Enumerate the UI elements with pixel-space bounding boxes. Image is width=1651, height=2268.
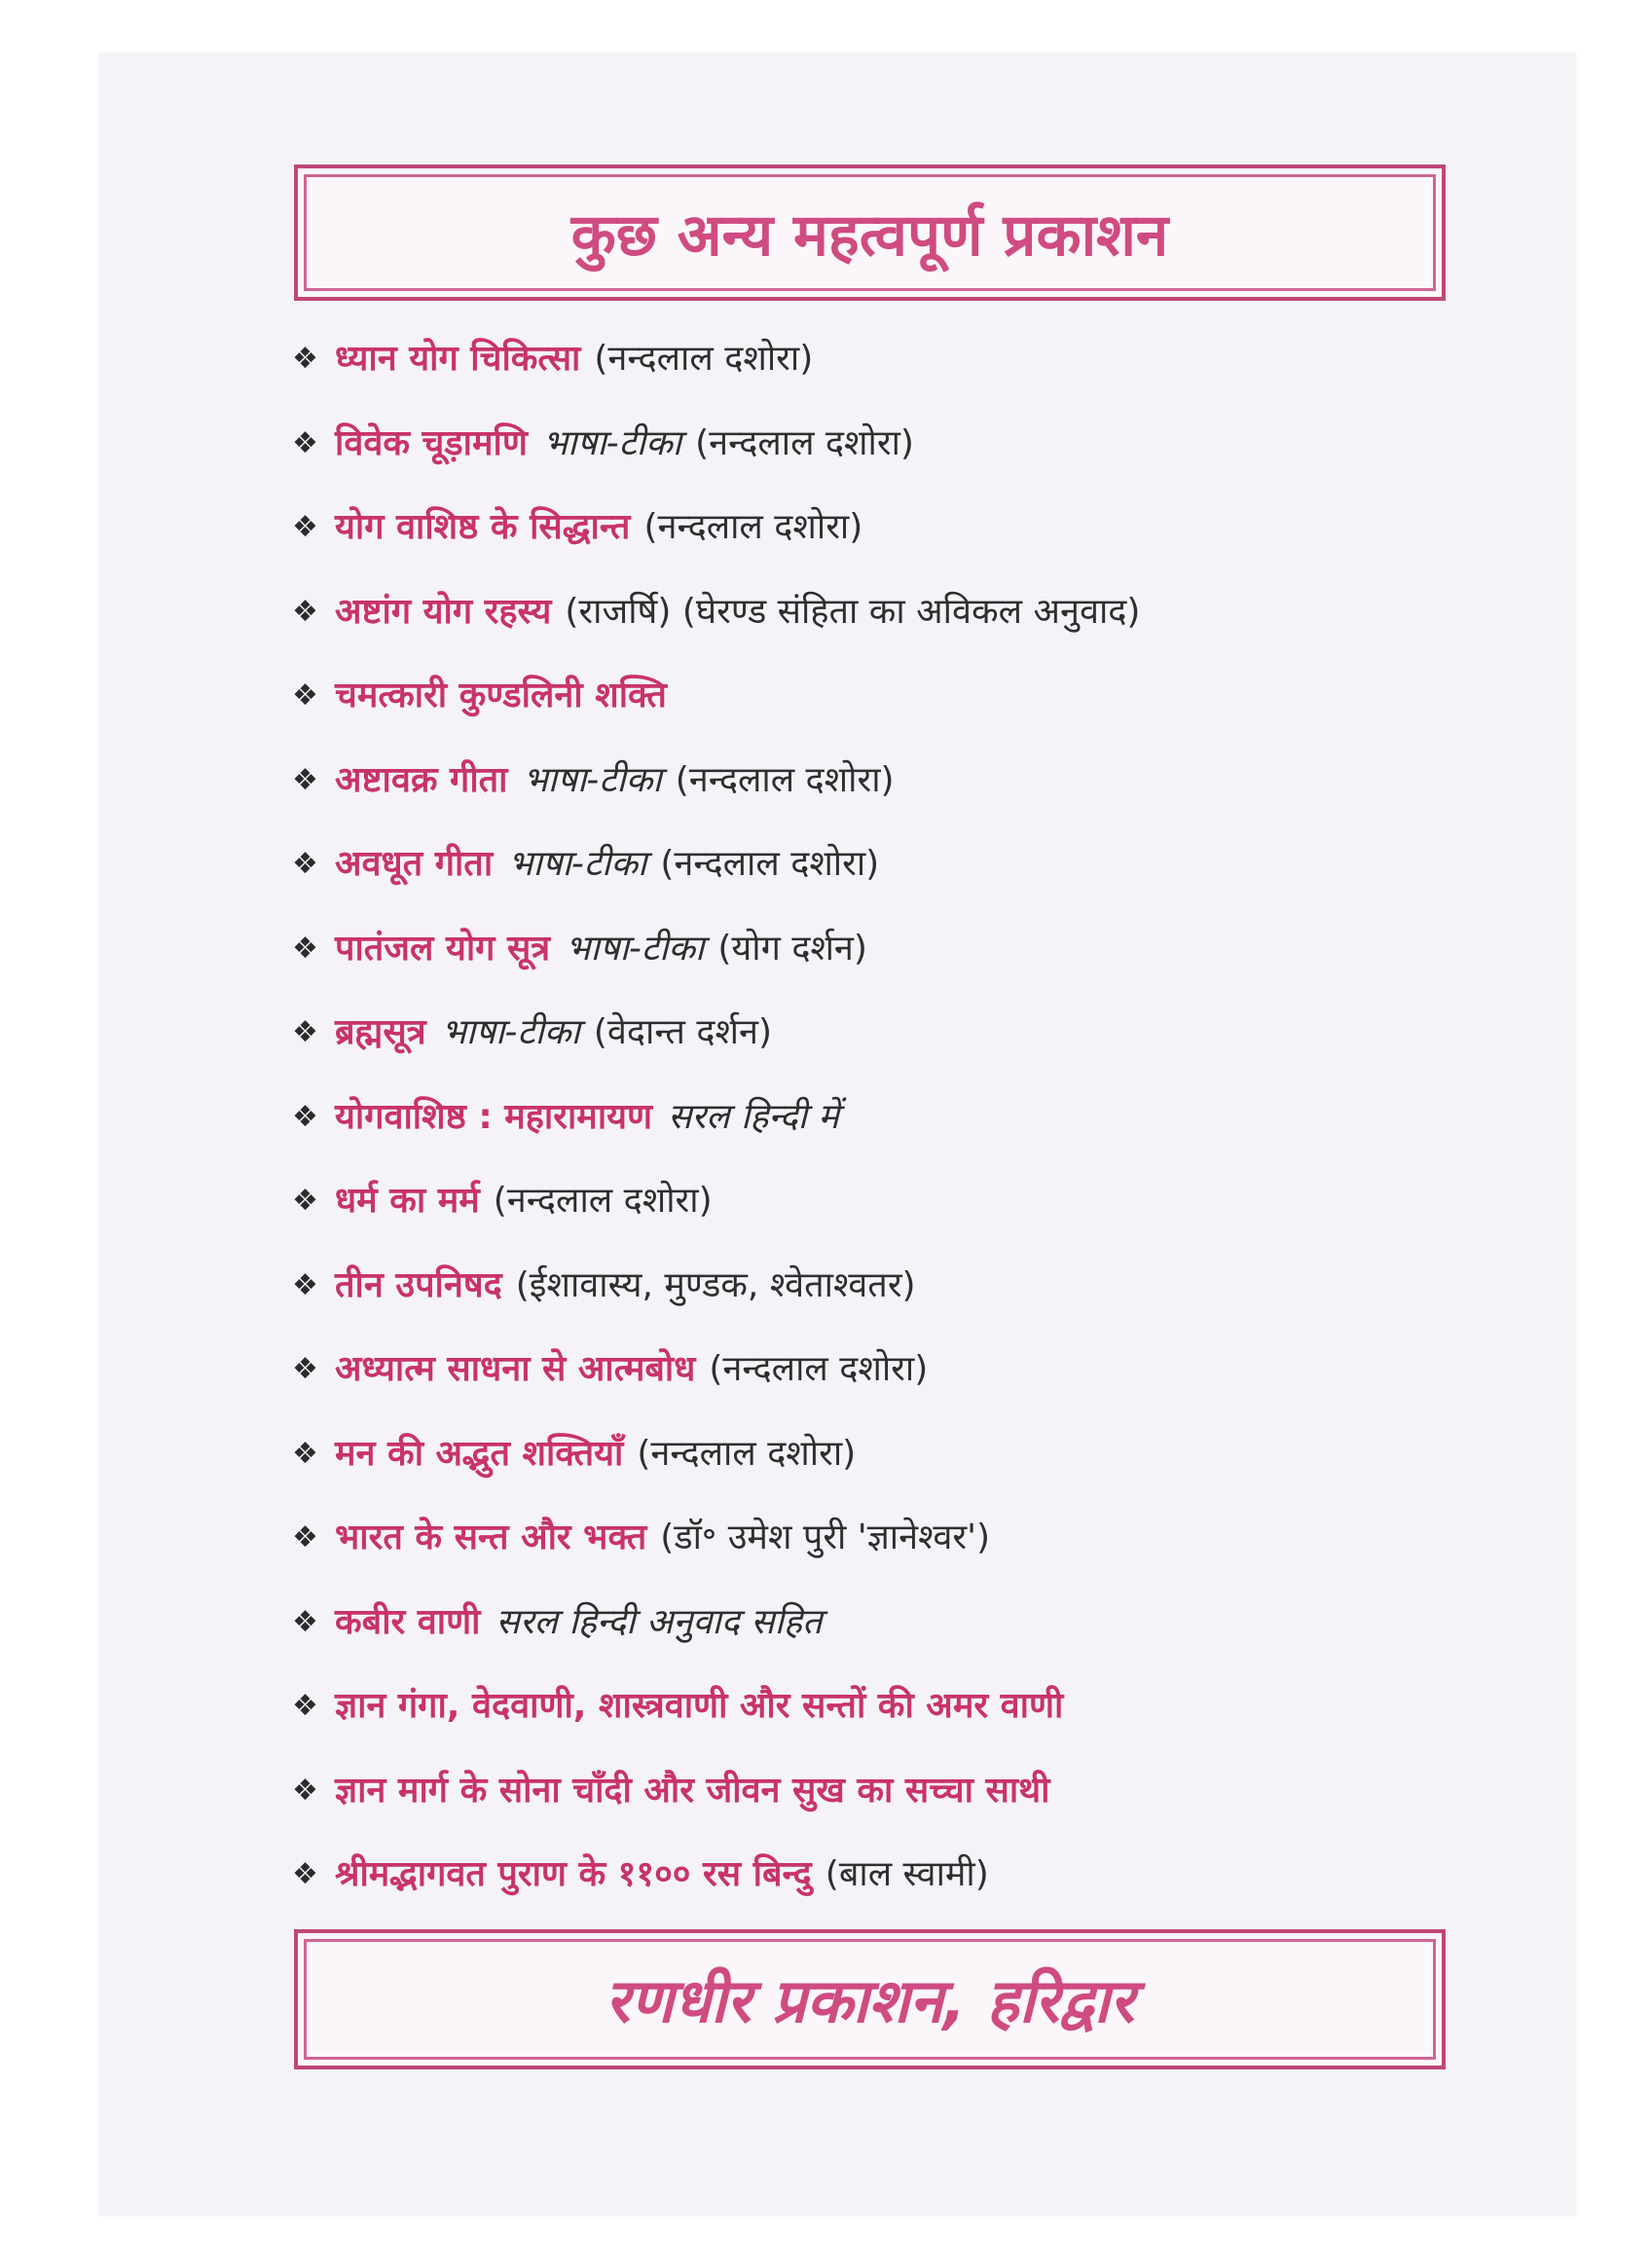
publisher-name: रणधीर प्रकाशन, हरिद्वार — [605, 1965, 1135, 2036]
diamond-bullet-icon: ❖ — [292, 1352, 318, 1387]
publication-subtitle: भाषा-टीका — [441, 1012, 580, 1053]
diamond-bullet-icon: ❖ — [292, 678, 318, 713]
publication-author-note: (ईशावास्य, मुण्डक, श्वेताश्वतर) — [515, 1264, 916, 1305]
publication-author-note: (नन्दलाल दशोरा) — [493, 1181, 713, 1222]
diamond-bullet-icon: ❖ — [292, 1436, 318, 1471]
publication-author-note: (नन्दलाल दशोरा) — [594, 339, 814, 380]
publication-title: श्रीमद्भागवत पुराण के ११०० रस बिन्दु — [335, 1854, 812, 1895]
list-item — [292, 1833, 1596, 1918]
publication-title: भारत के सन्त और भक्त — [335, 1518, 647, 1558]
list-item — [292, 1496, 1596, 1581]
publication-author-note: (नन्दलाल दशोरा) — [709, 1349, 929, 1390]
diamond-bullet-icon: ❖ — [292, 1773, 318, 1808]
publication-author-note: (नन्दलाल दशोरा) — [660, 844, 880, 885]
publication-subtitle: भाषा-टीका — [542, 422, 682, 463]
publication-author-note: (योग दर्शन) — [717, 928, 867, 969]
diamond-bullet-icon: ❖ — [292, 847, 318, 882]
publication-title: चमत्कारी कुण्डलिनी शक्ति — [335, 676, 667, 716]
diamond-bullet-icon: ❖ — [292, 931, 318, 966]
publication-title: ब्रह्मसूत्र — [335, 1012, 426, 1053]
page-title: कुछ अन्य महत्वपूर्ण प्रकाशन — [570, 201, 1169, 270]
publication-author-note: (राजर्षि) (घेरण्ड संहिता का अविकल अनुवाद) — [565, 591, 1141, 632]
list-item — [292, 1159, 1596, 1244]
list-item — [292, 570, 1596, 655]
list-item — [292, 1581, 1596, 1665]
publication-title: अध्यात्म साधना से आत्मबोध — [335, 1349, 696, 1390]
publication-author-note: (नन्दलाल दशोरा) — [695, 422, 914, 463]
list-item — [292, 907, 1596, 992]
diamond-bullet-icon: ❖ — [292, 1267, 318, 1302]
diamond-bullet-icon: ❖ — [292, 762, 318, 797]
publication-subtitle: भाषा-टीका — [508, 844, 647, 885]
list-item — [292, 654, 1596, 739]
publication-title: मन की अद्भुत शक्तियाँ — [335, 1433, 624, 1474]
publisher-box — [294, 1929, 1446, 2069]
list-item — [292, 1076, 1596, 1160]
diamond-bullet-icon: ❖ — [292, 1184, 318, 1219]
publication-title: योगवाशिष्ठ : महारामायण — [335, 1096, 653, 1137]
list-item — [292, 1328, 1596, 1412]
publication-subtitle: सरल हिन्दी में — [668, 1096, 839, 1137]
diamond-bullet-icon: ❖ — [292, 594, 318, 629]
publication-list — [292, 317, 1596, 1918]
publication-title: ज्ञान गंगा, वेदवाणी, शास्त्रवाणी और सन्तों की अमर वाणी — [335, 1686, 1064, 1727]
list-item — [292, 402, 1596, 487]
publication-title: धर्म का मर्म — [335, 1181, 480, 1222]
publication-author-note: (नन्दलाल दशोरा) — [675, 759, 895, 800]
publication-title: अष्टांग योग रहस्य — [335, 591, 552, 632]
diamond-bullet-icon: ❖ — [292, 425, 318, 460]
diamond-bullet-icon: ❖ — [292, 1015, 318, 1050]
title-box — [294, 165, 1446, 301]
diamond-bullet-icon: ❖ — [292, 1099, 318, 1134]
publication-title: तीन उपनिषद — [335, 1264, 502, 1305]
list-item — [292, 1749, 1596, 1834]
publication-author-note: (बाल स्वामी) — [825, 1854, 989, 1895]
list-item — [292, 823, 1596, 907]
publication-title: अष्टावक्र गीता — [335, 759, 508, 800]
publication-author-note: (डॉ॰ उमेश पुरी 'ज्ञानेश्वर') — [660, 1518, 991, 1558]
publication-title: कबीर वाणी — [335, 1601, 481, 1642]
list-item — [292, 1412, 1596, 1497]
list-item — [292, 317, 1596, 402]
publication-title: योग वाशिष्ठ के सिद्धान्त — [335, 507, 631, 548]
publication-title: पातंजल योग सूत्र — [335, 928, 551, 969]
publication-title: अवधूत गीता — [335, 844, 494, 885]
publication-subtitle: भाषा-टीका — [566, 928, 705, 969]
publication-subtitle: सरल हिन्दी अनुवाद सहित — [495, 1601, 823, 1642]
publication-subtitle: भाषा-टीका — [523, 759, 662, 800]
diamond-bullet-icon: ❖ — [292, 510, 318, 545]
diamond-bullet-icon: ❖ — [292, 342, 318, 377]
diamond-bullet-icon: ❖ — [292, 1689, 318, 1724]
publication-title: ध्यान योग चिकित्सा — [335, 339, 581, 380]
publication-author-note: (नन्दलाल दशोरा) — [637, 1433, 857, 1474]
list-item — [292, 1664, 1596, 1749]
publication-author-note: (वेदान्त दर्शन) — [593, 1012, 772, 1053]
publication-author-note: (नन्दलाल दशोरा) — [643, 507, 863, 548]
list-item — [292, 739, 1596, 823]
publication-title: विवेक चूड़ामणि — [335, 422, 528, 463]
diamond-bullet-icon: ❖ — [292, 1520, 318, 1555]
diamond-bullet-icon: ❖ — [292, 1604, 318, 1639]
list-item — [292, 486, 1596, 570]
book-back-cover — [99, 53, 1576, 2215]
diamond-bullet-icon: ❖ — [292, 1857, 318, 1892]
list-item — [292, 991, 1596, 1076]
publication-title: ज्ञान मार्ग के सोना चाँदी और जीवन सुख का सच्चा साथी — [335, 1770, 1050, 1811]
list-item — [292, 1244, 1596, 1329]
